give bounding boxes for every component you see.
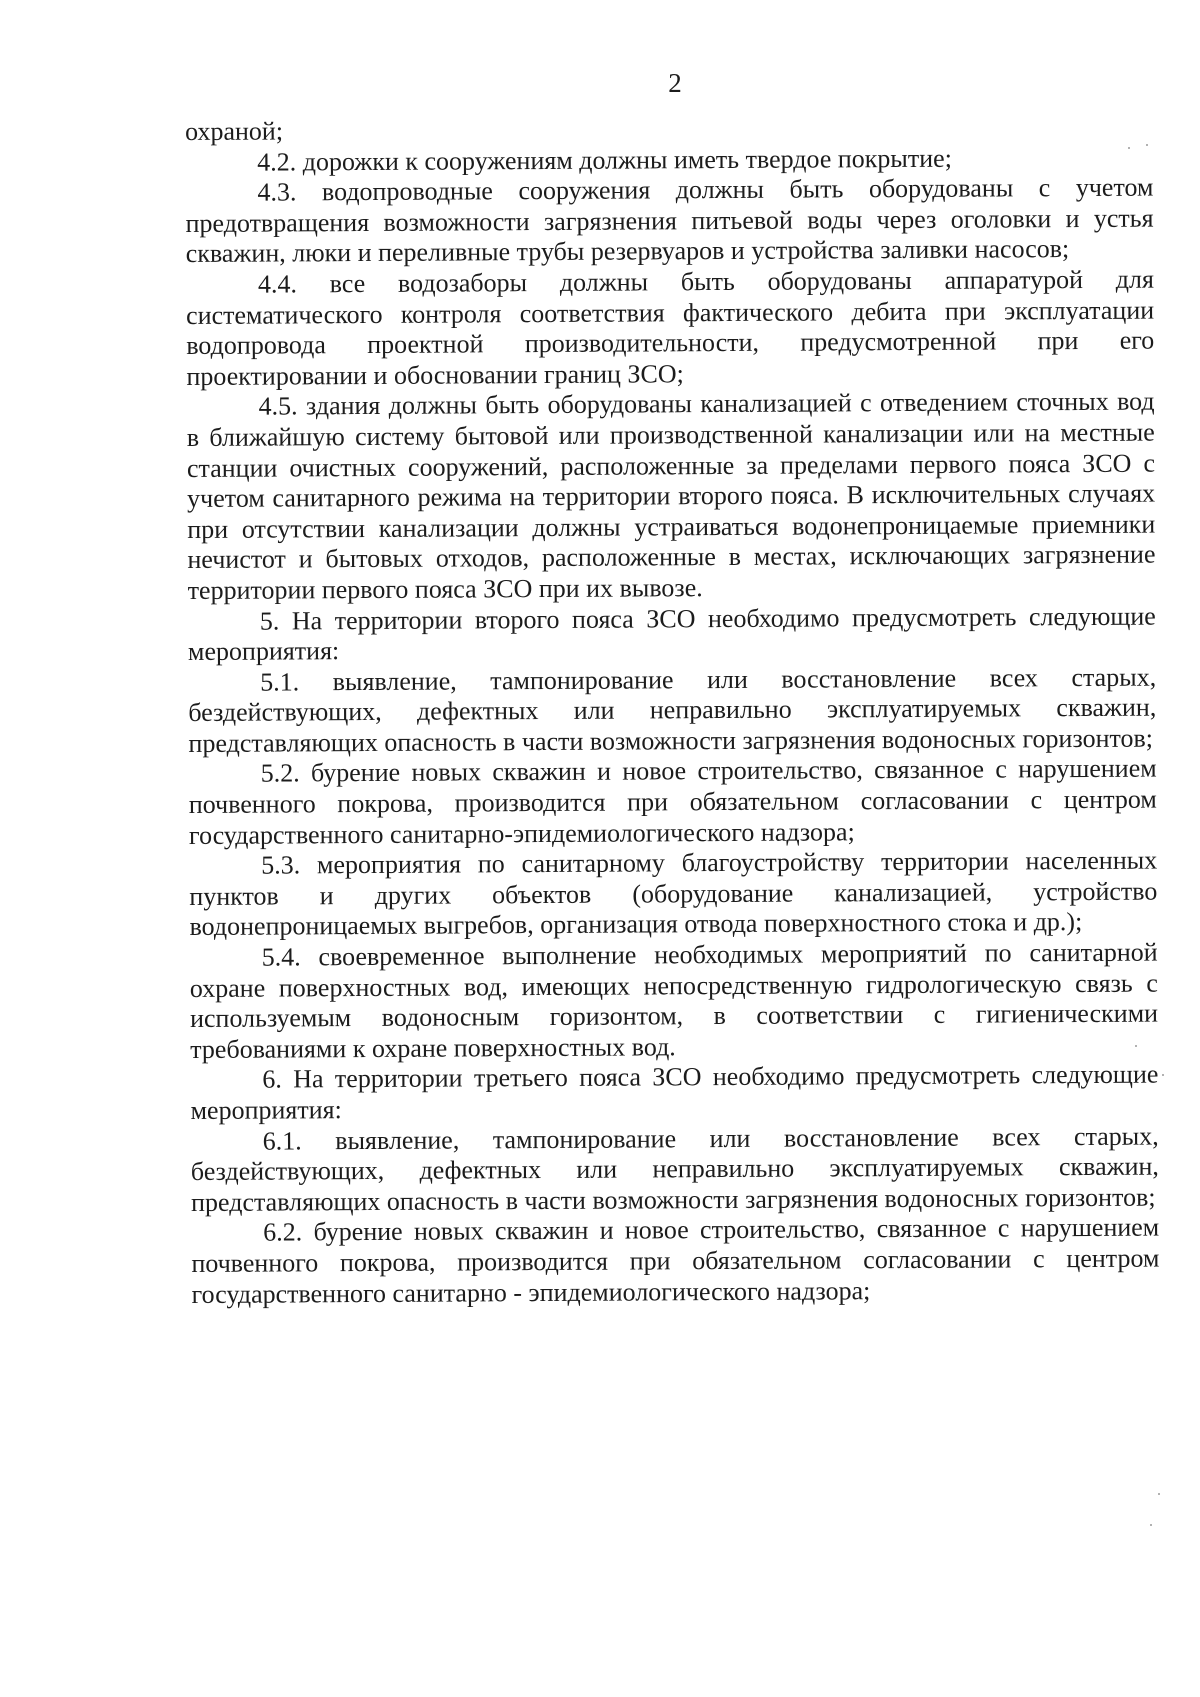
scan-speck (1162, 1074, 1164, 1076)
paragraph-6-1: 6.1. выявление, тампонирование или восстановление всех старых, бездействующих, дефектных или неправильно эксплуатируемых скважин, представляющих опасность в части возможности загрязнения водоносных горизонтов; (190, 1121, 1159, 1217)
paragraph-5-3: 5.3. мероприятия по санитарному благоустройству территории населенных пунктов и других объектов (оборудование канализацией, устройство водонепроницаемых выгребов, организация отвода поверхностного стока и др.); (189, 845, 1158, 942)
paragraph-5-4: 5.4. своевременное выполнение необходимых мероприятий по санитарной охране поверхностных вод, имеющих непосредственную гидрологическую связь с используемым водоносным горизонтом, в соответствии с гигиеническими требованиями к охране поверхностных вод. (189, 937, 1159, 1064)
scan-speck (1146, 144, 1148, 146)
paragraph-4-2: 4.2. дорожки к сооружениям должны иметь твердое покрытие; (257, 143, 952, 177)
scan-speck (1150, 1524, 1152, 1526)
paragraph-5-2: 5.2. бурение новых скважин и новое строительство, связанное с нарушением почвенного покрова, производится при обязательном согласовании с центром государственного санитарно-эпидемиологического надзора; (188, 754, 1157, 850)
scan-speck (1158, 1493, 1160, 1495)
paragraph-4-4: 4.4. все водозаборы должны быть оборудованы аппаратурой для систематического контроля соответствия фактического дебита при эксплуатации водопровода проектной производительности, предусмотренной при его проектировании и обосновании границ ЗСО; (186, 264, 1155, 391)
document-body (185, 112, 1160, 1311)
scan-speck (1128, 147, 1130, 149)
paragraph-4-5: 4.5. здания должны быть оборудованы канализацией с отведением сточных вод в ближайшую систему бытовой или производственной канализации или на местные станции очистных сооружений, расположенные за пределами первого пояса ЗСО с учетом санитарного режима на территории второго пояса. В исключительных случаях при отсутствии канализации должны устраиваться водонепроницаемые приемники нечистот и бытовых отходов, расположенные в местах, исключающих загрязнение территории первого пояса ЗСО при их вывозе. (186, 386, 1156, 605)
page-number: 2 (668, 68, 682, 98)
paragraph-6: 6. На территории третьего пояса ЗСО необходимо предусмотреть следующие мероприятия: (190, 1059, 1159, 1125)
paragraph-5: 5. На территории второго пояса ЗСО необходимо предусмотреть следующие мероприятия: (187, 601, 1156, 667)
scan-speck (1135, 1045, 1137, 1047)
paragraph-4-3: 4.3. водопроводные сооружения должны быть оборудованы с учетом предотвращения возможности загрязнения питьевой воды через оголовки и устья скважин, люки и переливные трубы резервуаров и устройства заливки насосов; (185, 172, 1154, 269)
paragraph-6-2: 6.2. бурение новых скважин и новое строительство, связанное с нарушением почвенного покрова, производится при обязательном согласовании с центром государственного санитарно - эпидемиологического надзора; (191, 1212, 1160, 1309)
paragraph-5-1: 5.1. выявление, тампонирование или восстановление всех старых, бездействующих, дефектных или неправильно эксплуатируемых скважин, представляющих опасность в части возможности загрязнения водоносных горизонтов; (188, 662, 1157, 758)
paragraph-continuation: охраной; (185, 116, 284, 146)
